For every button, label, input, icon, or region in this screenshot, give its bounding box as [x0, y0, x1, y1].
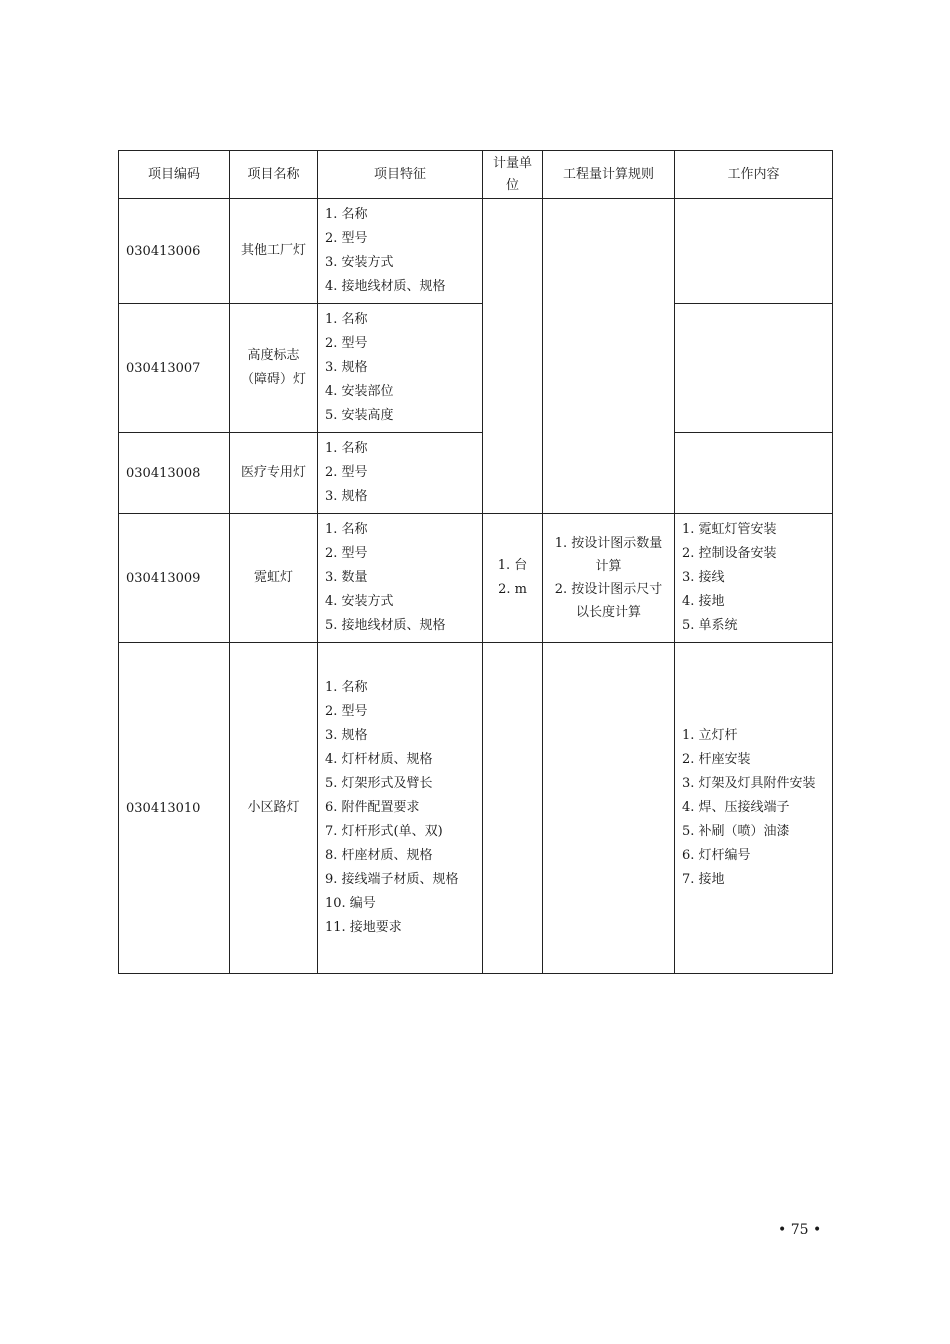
- feature-line: 7. 灯杆形式(单、双): [325, 824, 443, 839]
- work-line: 3. 灯架及灯具附件安装: [682, 776, 816, 791]
- work-line: 2. 控制设备安装: [682, 546, 777, 561]
- merged-rule-cell: [543, 199, 675, 514]
- name-line: （障碍）灯: [240, 372, 306, 387]
- item-work: [675, 514, 833, 643]
- page-number: • 75 •: [778, 1222, 822, 1238]
- rule-line: 以长度计算: [575, 605, 641, 620]
- header-rule: 工程量计算规则: [543, 151, 675, 199]
- name-line: 高度标志: [247, 348, 300, 363]
- item-name: [230, 643, 318, 974]
- work-line: 7. 接地: [682, 872, 725, 887]
- work-line: 6. 灯杆编号: [682, 848, 751, 863]
- spec-table: [118, 150, 833, 974]
- item-features: [318, 199, 483, 304]
- feature-line: 2. 型号: [325, 465, 368, 480]
- rule-line: 2. 按设计图示尺寸: [554, 582, 663, 597]
- header-unit-line: 位: [505, 177, 519, 193]
- feature-line: 1. 名称: [325, 680, 368, 695]
- header-unit-line: 计量单: [492, 155, 532, 171]
- item-rule: [543, 643, 675, 974]
- feature-line: 3. 规格: [325, 360, 368, 375]
- feature-line: 1. 名称: [325, 312, 368, 327]
- feature-line: 4. 灯杆材质、规格: [325, 752, 433, 767]
- table-row: [119, 433, 833, 514]
- item-features: [318, 433, 483, 514]
- item-name: [230, 433, 318, 514]
- feature-line: 3. 规格: [325, 728, 368, 743]
- rule-line: 1. 按设计图示数量: [554, 536, 663, 551]
- name-line: 小区路灯: [247, 800, 300, 815]
- feature-line: 5. 安装高度: [325, 408, 394, 423]
- feature-line: 11. 接地要求: [325, 920, 402, 935]
- work-line: 3. 接线: [682, 570, 725, 585]
- feature-line: 2. 型号: [325, 704, 368, 719]
- rule-line: 计算: [595, 559, 622, 574]
- feature-line: 2. 型号: [325, 546, 368, 561]
- table-row: [119, 643, 833, 974]
- feature-line: 5. 接地线材质、规格: [325, 618, 446, 633]
- work-line: 2. 杆座安装: [682, 752, 751, 767]
- table-row: [119, 514, 833, 643]
- item-work: [675, 643, 833, 974]
- item-code: 030413010: [119, 643, 230, 974]
- work-line: 1. 立灯杆: [682, 728, 738, 743]
- name-line: 医疗专用灯: [240, 465, 306, 480]
- work-line: 4. 焊、压接线端子: [682, 800, 790, 815]
- name-line: 霓虹灯: [253, 570, 293, 585]
- item-code: 030413007: [119, 304, 230, 433]
- item-unit: [483, 643, 543, 974]
- merged-unit-cell: [483, 199, 543, 514]
- header-work: 工作内容: [675, 151, 833, 199]
- item-code: 030413008: [119, 433, 230, 514]
- item-work: [675, 433, 833, 514]
- unit-line: 2. m: [498, 582, 527, 597]
- feature-line: 4. 安装部位: [325, 384, 394, 399]
- feature-line: 8. 杆座材质、规格: [325, 848, 433, 863]
- table-row: [119, 199, 833, 304]
- work-line: 5. 单系统: [682, 618, 738, 633]
- feature-line: 6. 附件配置要求: [325, 800, 420, 815]
- item-work: [675, 304, 833, 433]
- header-code: 项目编码: [119, 151, 230, 199]
- feature-line: 4. 接地线材质、规格: [325, 279, 446, 294]
- feature-line: 3. 规格: [325, 489, 368, 504]
- work-line: 4. 接地: [682, 594, 725, 609]
- item-features: [318, 514, 483, 643]
- item-features: [318, 643, 483, 974]
- item-unit: [483, 514, 543, 643]
- item-name: [230, 304, 318, 433]
- feature-line: 1. 名称: [325, 522, 368, 537]
- feature-line: 3. 数量: [325, 570, 368, 585]
- work-line: 1. 霓虹灯管安装: [682, 522, 777, 537]
- feature-line: 4. 安装方式: [325, 594, 394, 609]
- feature-line: 3. 安装方式: [325, 255, 394, 270]
- unit-line: 1. 台: [497, 558, 528, 573]
- feature-line: 9. 接线端子材质、规格: [325, 872, 459, 887]
- item-name: [230, 199, 318, 304]
- feature-line: 2. 型号: [325, 336, 368, 351]
- item-work: [675, 199, 833, 304]
- item-features: [318, 304, 483, 433]
- header-unit: [483, 151, 543, 199]
- header-name: 项目名称: [230, 151, 318, 199]
- name-line: 其他工厂灯: [240, 243, 306, 258]
- item-code: 030413006: [119, 199, 230, 304]
- work-line: 5. 补刷（喷）油漆: [682, 824, 790, 839]
- item-name: [230, 514, 318, 643]
- item-rule: [543, 514, 675, 643]
- feature-line: 5. 灯架形式及臂长: [325, 776, 433, 791]
- feature-line: 2. 型号: [325, 231, 368, 246]
- header-row: [119, 151, 833, 199]
- item-code: 030413009: [119, 514, 230, 643]
- feature-line: 1. 名称: [325, 441, 368, 456]
- table-row: [119, 304, 833, 433]
- header-features: 项目特征: [318, 151, 483, 199]
- feature-line: 1. 名称: [325, 207, 368, 222]
- feature-line: 10. 编号: [325, 896, 376, 911]
